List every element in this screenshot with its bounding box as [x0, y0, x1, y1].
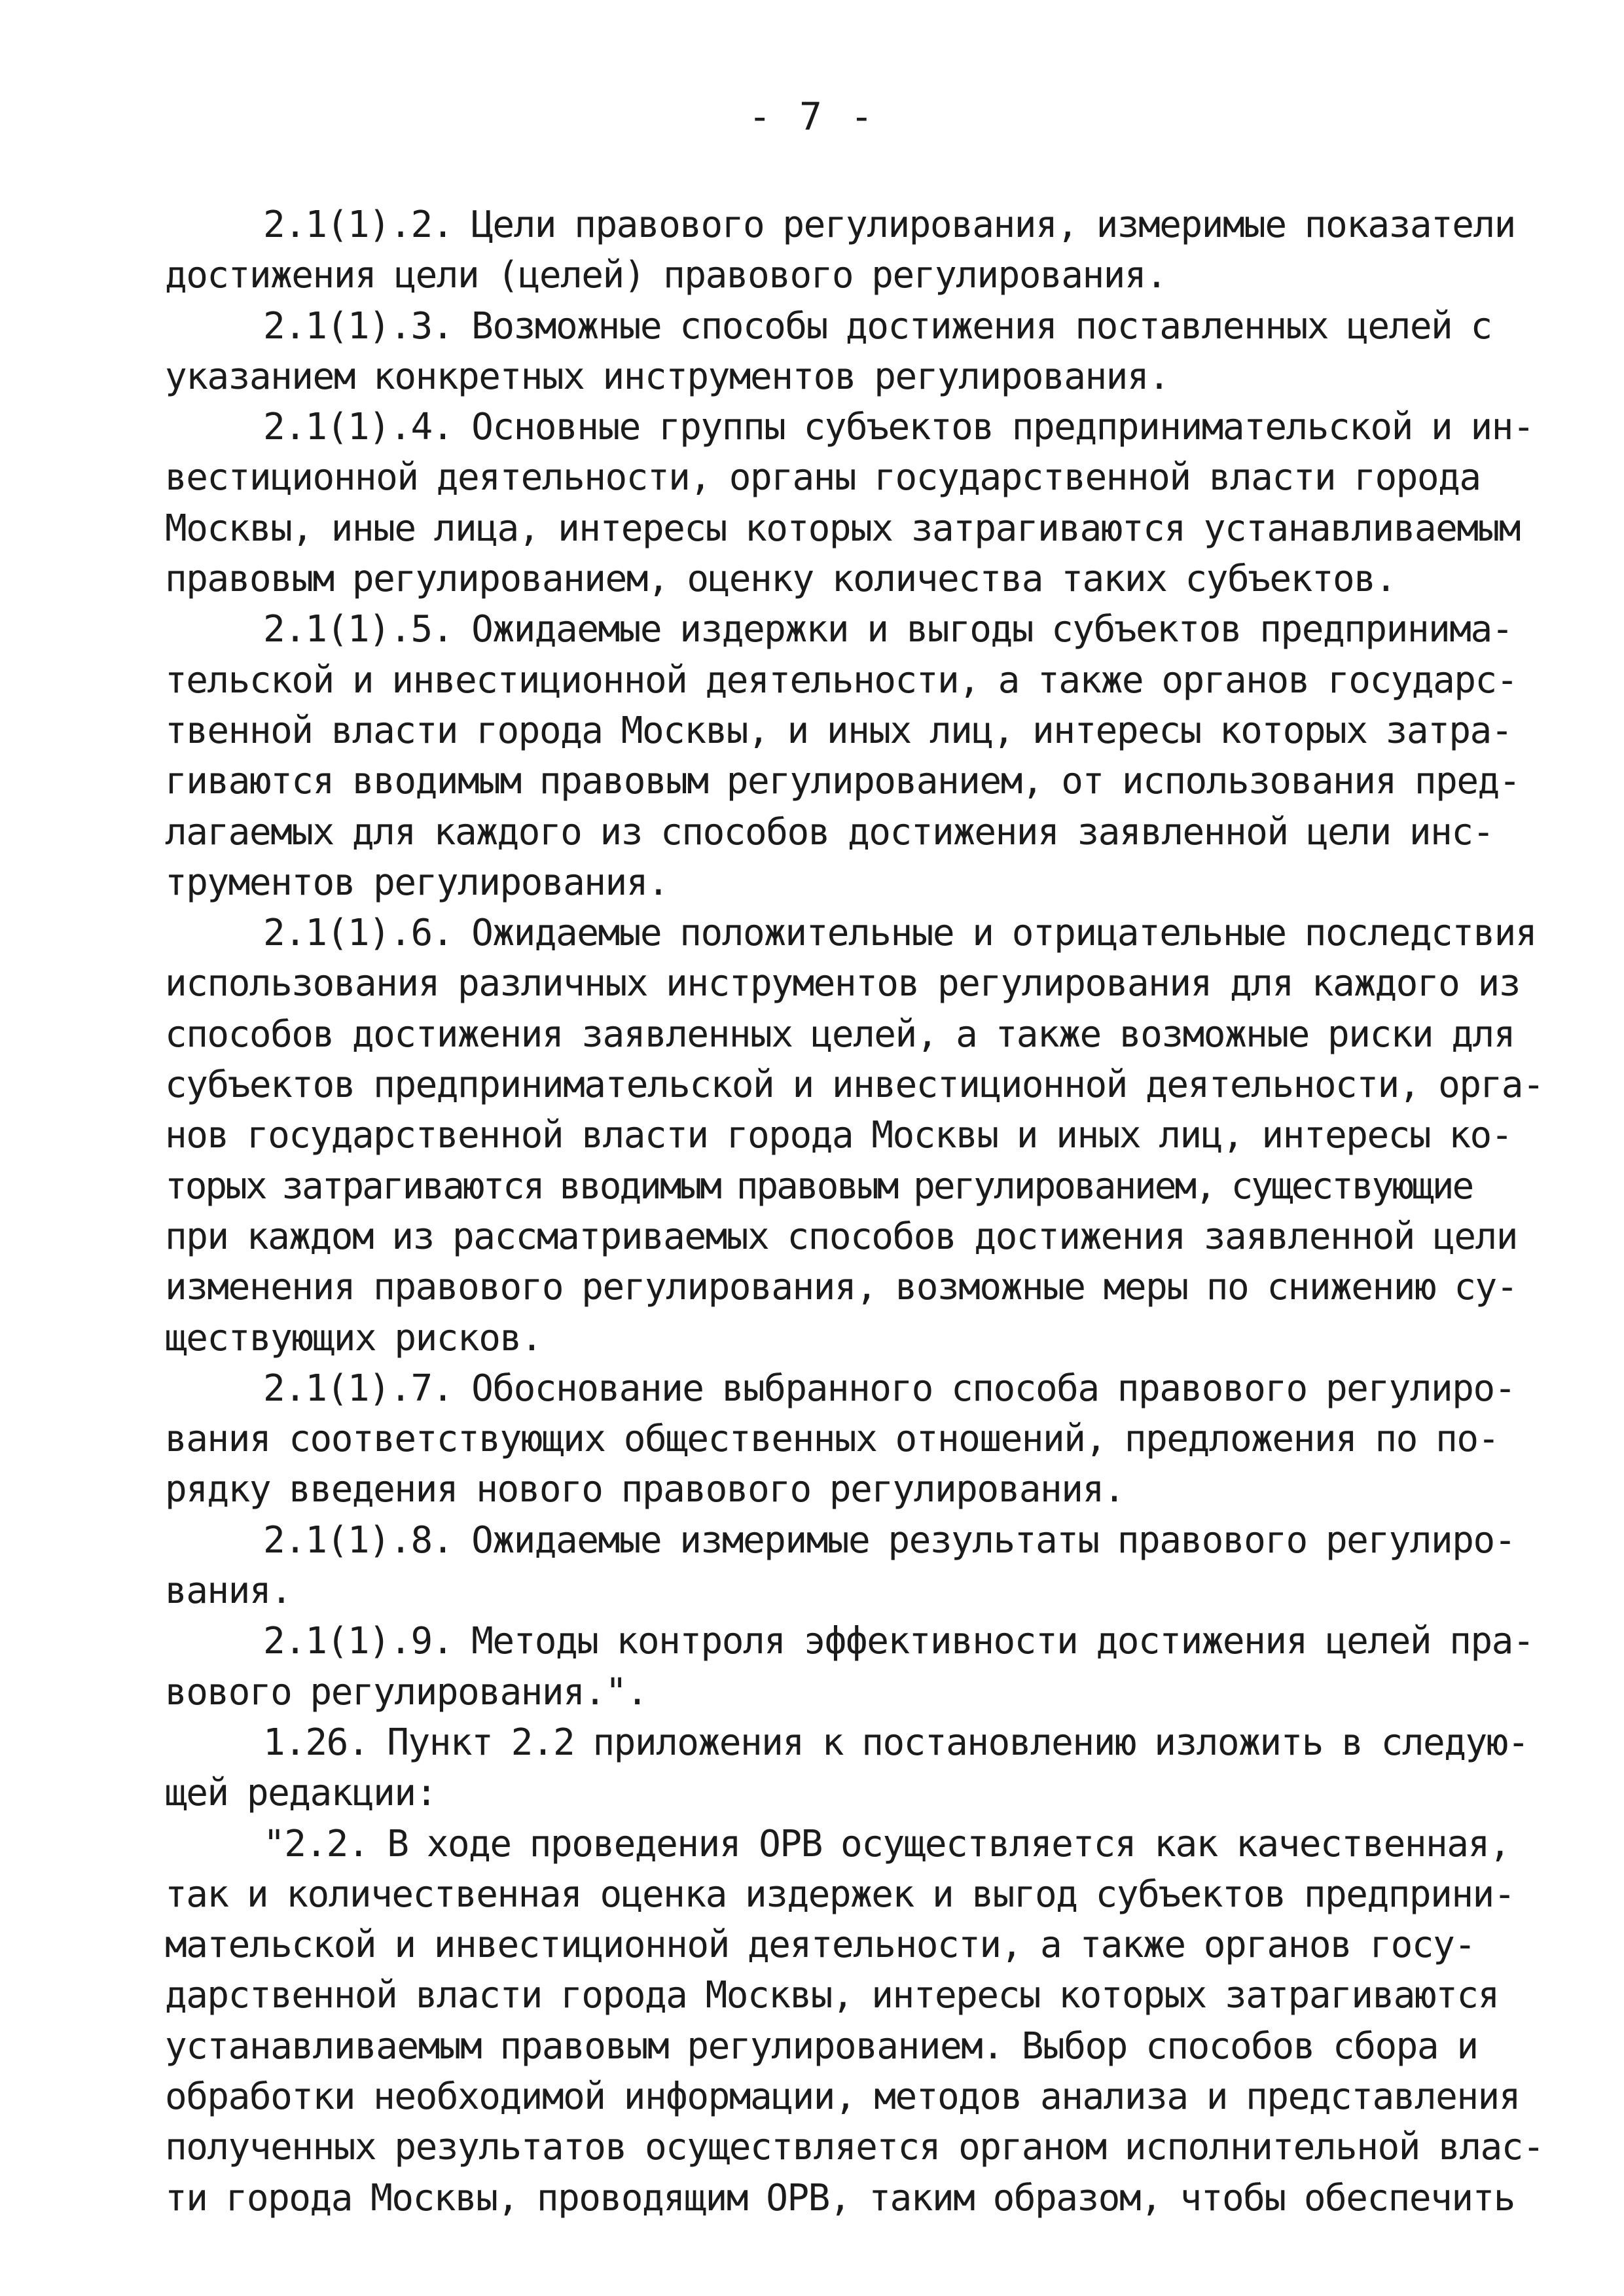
text-line: ществующих рисков. — [165, 1316, 542, 1359]
text-line: вестиционной деятельности, органы государственной власти города — [165, 456, 1481, 499]
text-line: Москвы, иные лица, интересы которых затрагиваются устанавливаемым — [165, 507, 1520, 550]
text-line: 2.1(1).5. Ожидаемые издержки и выгоды субъектов предпринима- — [263, 608, 1513, 651]
text-line: вания. — [165, 1570, 292, 1613]
text-line: изменения правового регулирования, возможные меры по снижению су- — [165, 1266, 1517, 1309]
text-line: так и количественная оценка издержек и выгод субъектов предприни- — [165, 1873, 1515, 1916]
text-line: лагаемых для каждого из способов достижения заявленной цели инс- — [165, 810, 1494, 853]
paragraph — [165, 908, 1544, 1363]
text-line: 2.1(1).3. Возможные способы достижения поставленных целей с — [263, 304, 1492, 348]
text-line: вания соответствующих общественных отношений, предложения по по- — [165, 1418, 1499, 1461]
text-line: тельской и инвестиционной деятельности, а также органов государс- — [165, 658, 1517, 702]
paragraph — [165, 402, 1534, 604]
paragraph — [165, 301, 1492, 403]
text-line: способов достижения заявленных целей, а также возможные риски для — [165, 1013, 1515, 1056]
paragraph — [165, 604, 1520, 908]
text-line: указанием конкретных инструментов регулирования. — [165, 355, 1170, 398]
text-line: при каждом из рассматриваемых способов достижения заявленной цели — [165, 1215, 1517, 1258]
text-line: 2.1(1).2. Цели правового регулирования, измеримые показатели — [263, 204, 1515, 246]
text-line: ти города Москвы, проводящим ОРВ, таким образом, чтобы обеспечить — [165, 2176, 1515, 2219]
text-line: вового регулирования.". — [165, 1670, 647, 1713]
text-line: 2.1(1).6. Ожидаемые положительные и отрицательные последствия — [263, 912, 1537, 955]
paragraph — [165, 1819, 1544, 2223]
text-line: щей редакции: — [165, 1772, 437, 1815]
text-line: 2.1(1).9. Методы контроля эффективности достижения целей пра- — [263, 1620, 1534, 1663]
document-body — [165, 200, 1544, 2223]
text-line: использования различных инструментов регулирования для каждого из — [165, 962, 1520, 1005]
text-line: правовым регулированием, оценку количества таких субъектов. — [165, 558, 1396, 601]
paragraph — [165, 1363, 1515, 1515]
text-line: 2.1(1).7. Обоснование выбранного способа правового регулиро- — [263, 1367, 1515, 1410]
text-line: торых затрагиваются вводимым правовым регулированием, существующие — [165, 1164, 1473, 1208]
text-line: 2.1(1).4. Основные группы субъектов предпринимательской и ин- — [263, 406, 1534, 449]
text-line: дарственной власти города Москвы, интересы которых затрагиваются — [165, 1974, 1499, 2017]
text-line: твенной власти города Москвы, и иных лиц, интересы которых затра- — [165, 709, 1512, 752]
text-line: 2.1(1).8. Ожидаемые измеримые результаты правового регулиро- — [263, 1518, 1515, 1562]
text-line: рядку введения нового правового регулирования. — [165, 1468, 1125, 1511]
text-line: устанавливаемым правовым регулированием. Выбор способов сбора и — [165, 2024, 1478, 2068]
page-number: - 7 - — [748, 94, 876, 139]
text-line: 1.26. Пункт 2.2 приложения к постановлению изложить в следую- — [263, 1721, 1529, 1764]
text-line: обработки необходимой информации, методов анализа и представления — [165, 2075, 1520, 2118]
text-line: мательской и инвестиционной деятельности, а также органов госу- — [165, 1924, 1475, 1967]
text-line: нов государственной власти города Москвы и иных лиц, интересы ко- — [165, 1114, 1512, 1157]
paragraph — [165, 1616, 1534, 1717]
text-line: субъектов предпринимательской и инвестиционной деятельности, орга- — [165, 1064, 1544, 1107]
text-line: достижения цели (целей) правового регулирования. — [165, 254, 1167, 297]
paragraph — [165, 1717, 1529, 1819]
text-line: трументов регулирования. — [165, 861, 669, 904]
paragraph — [165, 1515, 1515, 1617]
text-line: полученных результатов осуществляется органом исполнительной влас- — [165, 2126, 1544, 2169]
text-line: "2.2. В ходе проведения ОРВ осуществляется как качественная, — [263, 1822, 1510, 1865]
text-line: гиваются вводимым правовым регулированием, от использования пред- — [165, 760, 1520, 803]
paragraph — [165, 200, 1515, 301]
